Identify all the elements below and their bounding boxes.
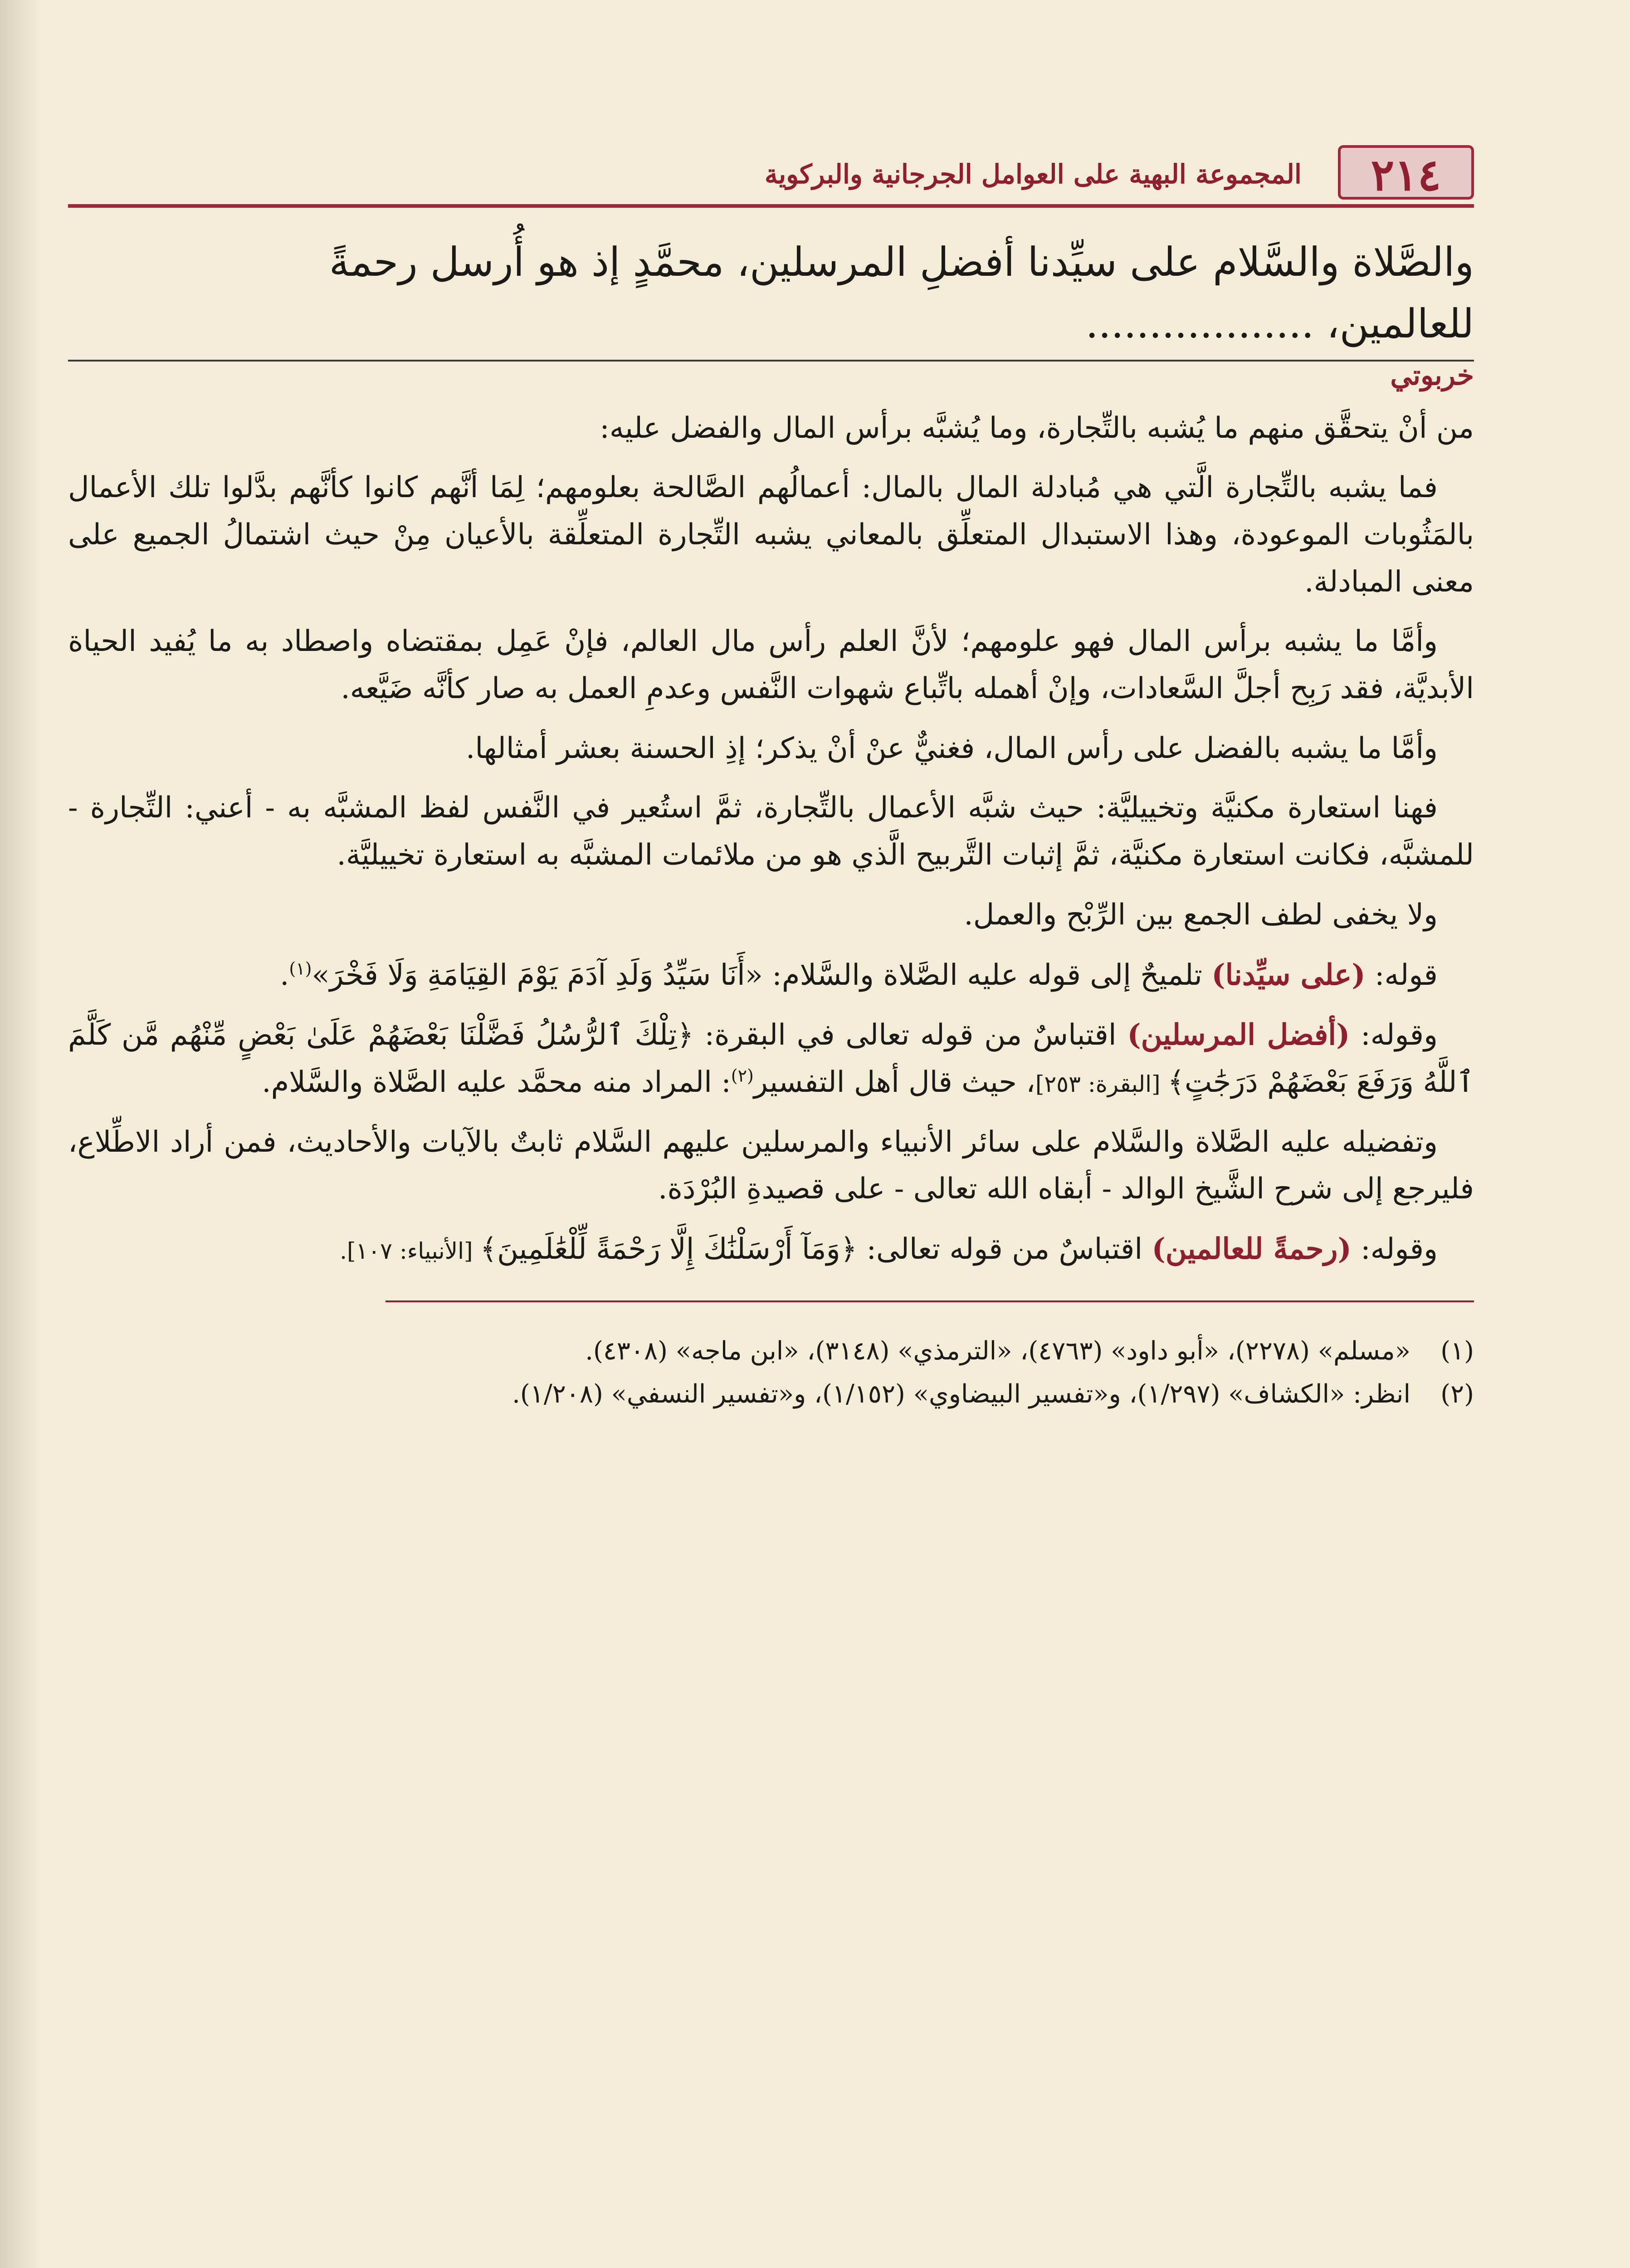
commentary-paragraph-9: وتفضيله عليه الصَّلاة والسَّلام على سائر الأنبياء والمرسلين عليهم السَّلام ثابتٌ بالآيات والأحاديث، فمن أراد الاطِّلاع، فليرجع إلى شرح الشَّيخ الوالد - أبقاه الله تعالى - على قصيدةِ البُرْدَة.: [68, 1125, 1474, 1206]
p10-body: اقتباسٌ من قوله تعالى:: [857, 1232, 1152, 1266]
main-text-dots: ..................: [1085, 300, 1314, 347]
page-edge-shadow: [0, 0, 41, 2268]
footnote-2-text: انظر: «الكشاف» (١/٢٩٧)، و«تفسير البيضاوي» (١/١٥٢)، و«تفسير النسفي» (١/٢٠٨).: [512, 1379, 1410, 1409]
commentary-paragraph-10: [68, 1226, 1474, 1273]
book-page: [68, 136, 1474, 1416]
page-header: [68, 136, 1474, 213]
p8-verse-reference: [البقرة: ٢٥٣]: [1035, 1070, 1168, 1097]
commentary-paragraph-4: وأمَّا ما يشبه بالفضل على رأس المال، فغنيٌّ عنْ أنْ يذكر؛ إذِ الحسنة بعشر أمثالها.: [466, 731, 1438, 765]
p8-body-2: ، حيث قال أهل التفسير: [753, 1065, 1035, 1099]
header-rule: [68, 204, 1474, 208]
p10-verse-reference: [الأنبياء: ١٠٧].: [340, 1237, 480, 1264]
p7-body: تلميحٌ إلى قوله عليه الصَّلاة والسَّلام: «أَنَا سَيِّدُ وَلَدِ آدَمَ يَوْمَ القِيَامَةِ وَلَا فَخْرَ»: [312, 958, 1212, 992]
footnote-ref-2[interactable]: (٢): [731, 1066, 754, 1086]
p8-quran-verse: ﴿تِلْكَ ٱلرُّسُلُ فَضَّلْنَا بَعْضَهُمْ عَلَىٰ بَعْضٍ مِّنْهُم مَّن كَلَّمَ ٱللَّهُ وَرَفَعَ بَعْضَهُمْ دَرَجَٰتٍ﴾: [68, 1018, 1474, 1099]
p8-body-3: : المراد منه محمَّد عليه الصَّلاة والسَّلام.: [262, 1065, 731, 1099]
footnotes-rule: [386, 1300, 1474, 1302]
footnote-1: [68, 1330, 1474, 1373]
main-text-line-2: [68, 293, 1474, 355]
footnote-1-text: «مسلم» (٢٢٧٨)، «أبو داود» (٤٧٦٣)، «الترمذي» (٣١٤٨)، «ابن ماجه» (٤٣٠٨).: [585, 1336, 1410, 1366]
commentary-paragraph-8: [68, 1012, 1474, 1106]
p8-quoted-term: (أفضل المرسلين): [1127, 1018, 1350, 1052]
footnote-2-number: (٢): [1440, 1379, 1474, 1409]
commentary-paragraph-2: فما يشبه بالتِّجارة الَّتي هي مُبادلة المال بالمال: أعمالُهم الصَّالحة بعلومهم؛ لِمَا أنَّهم كانوا كأنَّهم بدَّلوا تلك الأعمال بالمَثُوبات الموعودة، وهذا الاستبدال المتعلِّق بالمعاني يشبه التِّجارة المتعلِّقة بالأعيان مِنْ حيث اشتمالُ الجميع على معنى المبادلة.: [68, 471, 1474, 599]
p8-intro: وقوله:: [1350, 1018, 1438, 1052]
author-row: [68, 360, 1474, 396]
p8-body: اقتباسٌ من قوله تعالى في البقرة:: [693, 1018, 1127, 1052]
p7-intro: قوله:: [1365, 958, 1438, 992]
p10-quoted-term: (رحمةً للعالمين): [1152, 1232, 1352, 1266]
footnote-ref-1[interactable]: (١): [289, 958, 312, 979]
commentary-paragraph-7: [68, 952, 1474, 999]
p10-quran-verse: ﴿وَمَآ أَرْسَلْنَٰكَ إِلَّا رَحْمَةً لِّلْعَٰلَمِينَ﴾: [480, 1232, 858, 1266]
author-label: خربوتي: [1390, 359, 1474, 391]
commentary-paragraph-3: وأمَّا ما يشبه برأس المال فهو علومهم؛ لأنَّ العلم رأس مال العالم، فإنْ عَمِل بمقتضاه واصطاد به ما يُفيد الحياة الأبديَّة، فقد رَبِح أجلَّ السَّعادات، وإنْ أهمله باتِّباع شهوات النَّفس وعدمِ العمل به صار كأنَّه ضَيَّعه.: [68, 625, 1474, 706]
footnotes: [68, 1330, 1474, 1416]
footnote-2: [68, 1373, 1474, 1416]
page-number: ٢١٤: [1338, 145, 1474, 200]
p7-end: .: [280, 958, 289, 992]
commentary-paragraph-1: من أنْ يتحقَّق منهم ما يُشبه بالتِّجارة، وما يُشبَّه برأس المال والفضل عليه:: [600, 411, 1474, 445]
commentary: [68, 405, 1474, 1273]
p7-quoted-term: (على سيِّدنا): [1211, 958, 1366, 992]
main-text-line-1: والصَّلاة والسَّلام على سيِّدنا أفضلِ المرسلين، محمَّدٍ إذ هو أُرسل رحمةً: [329, 239, 1474, 285]
commentary-paragraph-6: ولا يخفى لطف الجمع بين الرِّبْح والعمل.: [964, 898, 1438, 932]
author-rule: [68, 360, 1474, 362]
main-text: [68, 231, 1474, 355]
commentary-paragraph-5: فهنا استعارة مكنيَّة وتخييليَّة: حيث شبَّه الأعمال بالتِّجارة، ثمَّ استُعير في النَّفس لفظ المشبَّه به - أعني: التِّجارة - للمشبَّه، فكانت استعارة مكنيَّة، ثمَّ إثبات التَّربيح الَّذي هو من ملائمات المشبَّه به استعارة تخييليَّة.: [68, 791, 1474, 872]
main-text-line-2-text: للعالمين،: [1327, 300, 1474, 347]
footnote-1-number: (١): [1440, 1336, 1474, 1366]
p10-intro: وقوله:: [1351, 1232, 1438, 1266]
header-title: المجموعة البهية على العوامل الجرجانية والبركوية: [764, 159, 1302, 190]
